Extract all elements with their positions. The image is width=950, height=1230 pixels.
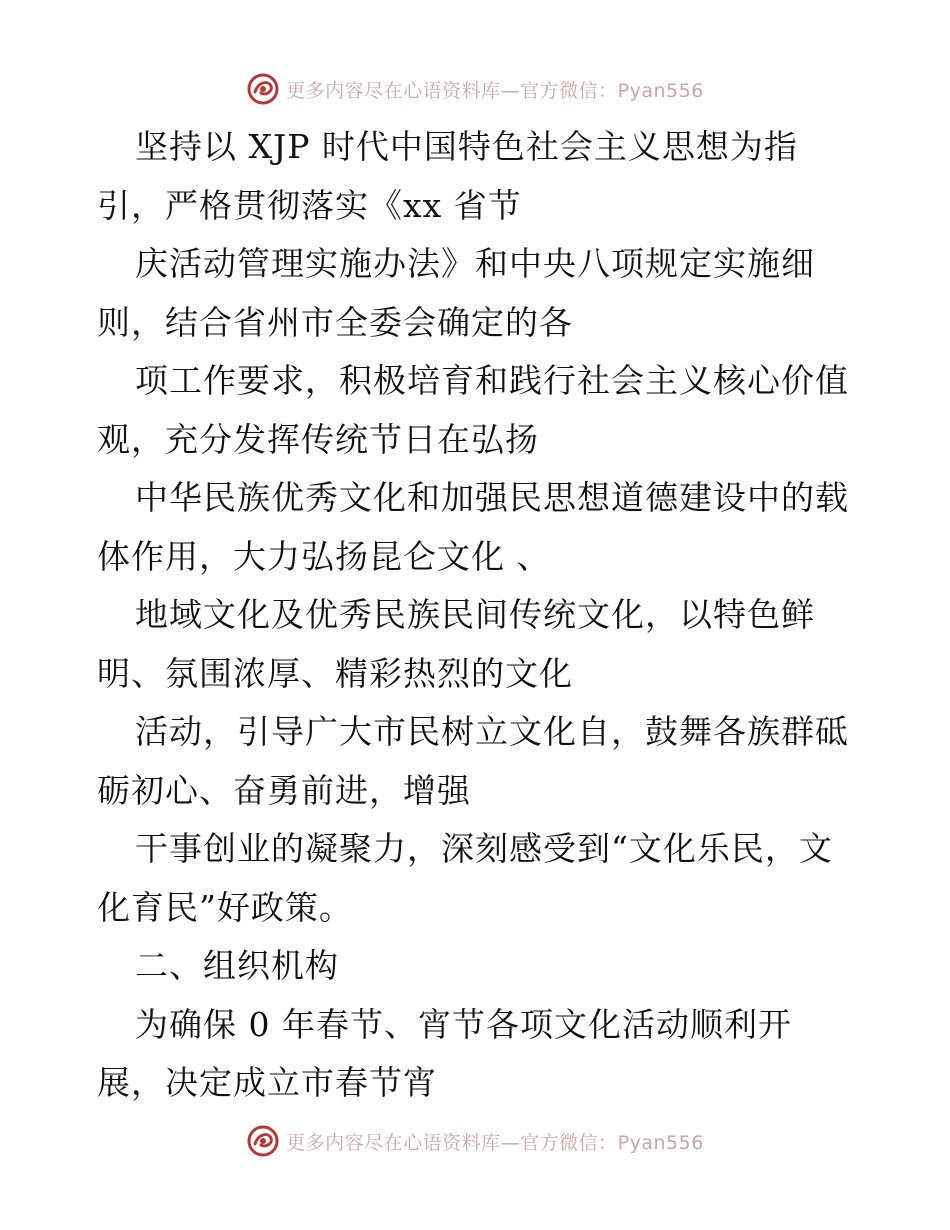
text-line: 地域文化及优秀民族民间传统文化，以特色鲜 — [135, 595, 815, 634]
text-line: 引，严格贯彻落实《xx 省节 — [97, 185, 522, 225]
text-line: 活动，引导广大市民树立文化自，鼓舞各族群砥 — [135, 712, 849, 751]
text-line: 坚持以 XJP 时代中国特色社会主义思想为指 — [135, 127, 798, 166]
header-watermark — [0, 72, 950, 106]
text-line: 则，结合省州市全委会确定的各 — [97, 302, 573, 342]
text-line: 展，决定成立市春节宵 — [97, 1063, 437, 1102]
text-line: 中华民族优秀文化和加强民思想道德建设中的载 — [135, 478, 849, 517]
document-body — [97, 118, 877, 1113]
footer-watermark — [0, 1124, 950, 1158]
text-line: 化育民”好政策。 — [97, 887, 353, 927]
text-line: 庆活动管理实施办法》和中央八项规定实施细 — [135, 244, 815, 283]
text-line: 砺初心、奋勇前进，增强 — [97, 770, 471, 810]
red-swirl-logo-icon — [246, 1124, 280, 1158]
text-line: 二、组织机构 — [135, 946, 339, 985]
text-line: 项工作要求，积极培育和践行社会主义核心价值 — [135, 361, 849, 400]
text-line: 明、氛围浓厚、精彩热烈的文化 — [97, 653, 573, 693]
text-line: 体作用，大力弘扬昆仑文化 、 — [97, 536, 551, 576]
text-line: 干事创业的凝聚力，深刻感受到“文化乐民，文 — [135, 829, 833, 868]
watermark-text: 更多内容尽在心语资料库—官方微信：Pyan556 — [286, 1131, 704, 1154]
red-swirl-logo-icon — [246, 72, 280, 106]
text-line: 为确保 0 年春节、宵节各项文化活动顺利开 — [135, 1004, 792, 1044]
watermark-text: 更多内容尽在心语资料库—官方微信：Pyan556 — [286, 79, 704, 102]
text-line: 观，充分发挥传统节日在弘扬 — [97, 419, 539, 459]
